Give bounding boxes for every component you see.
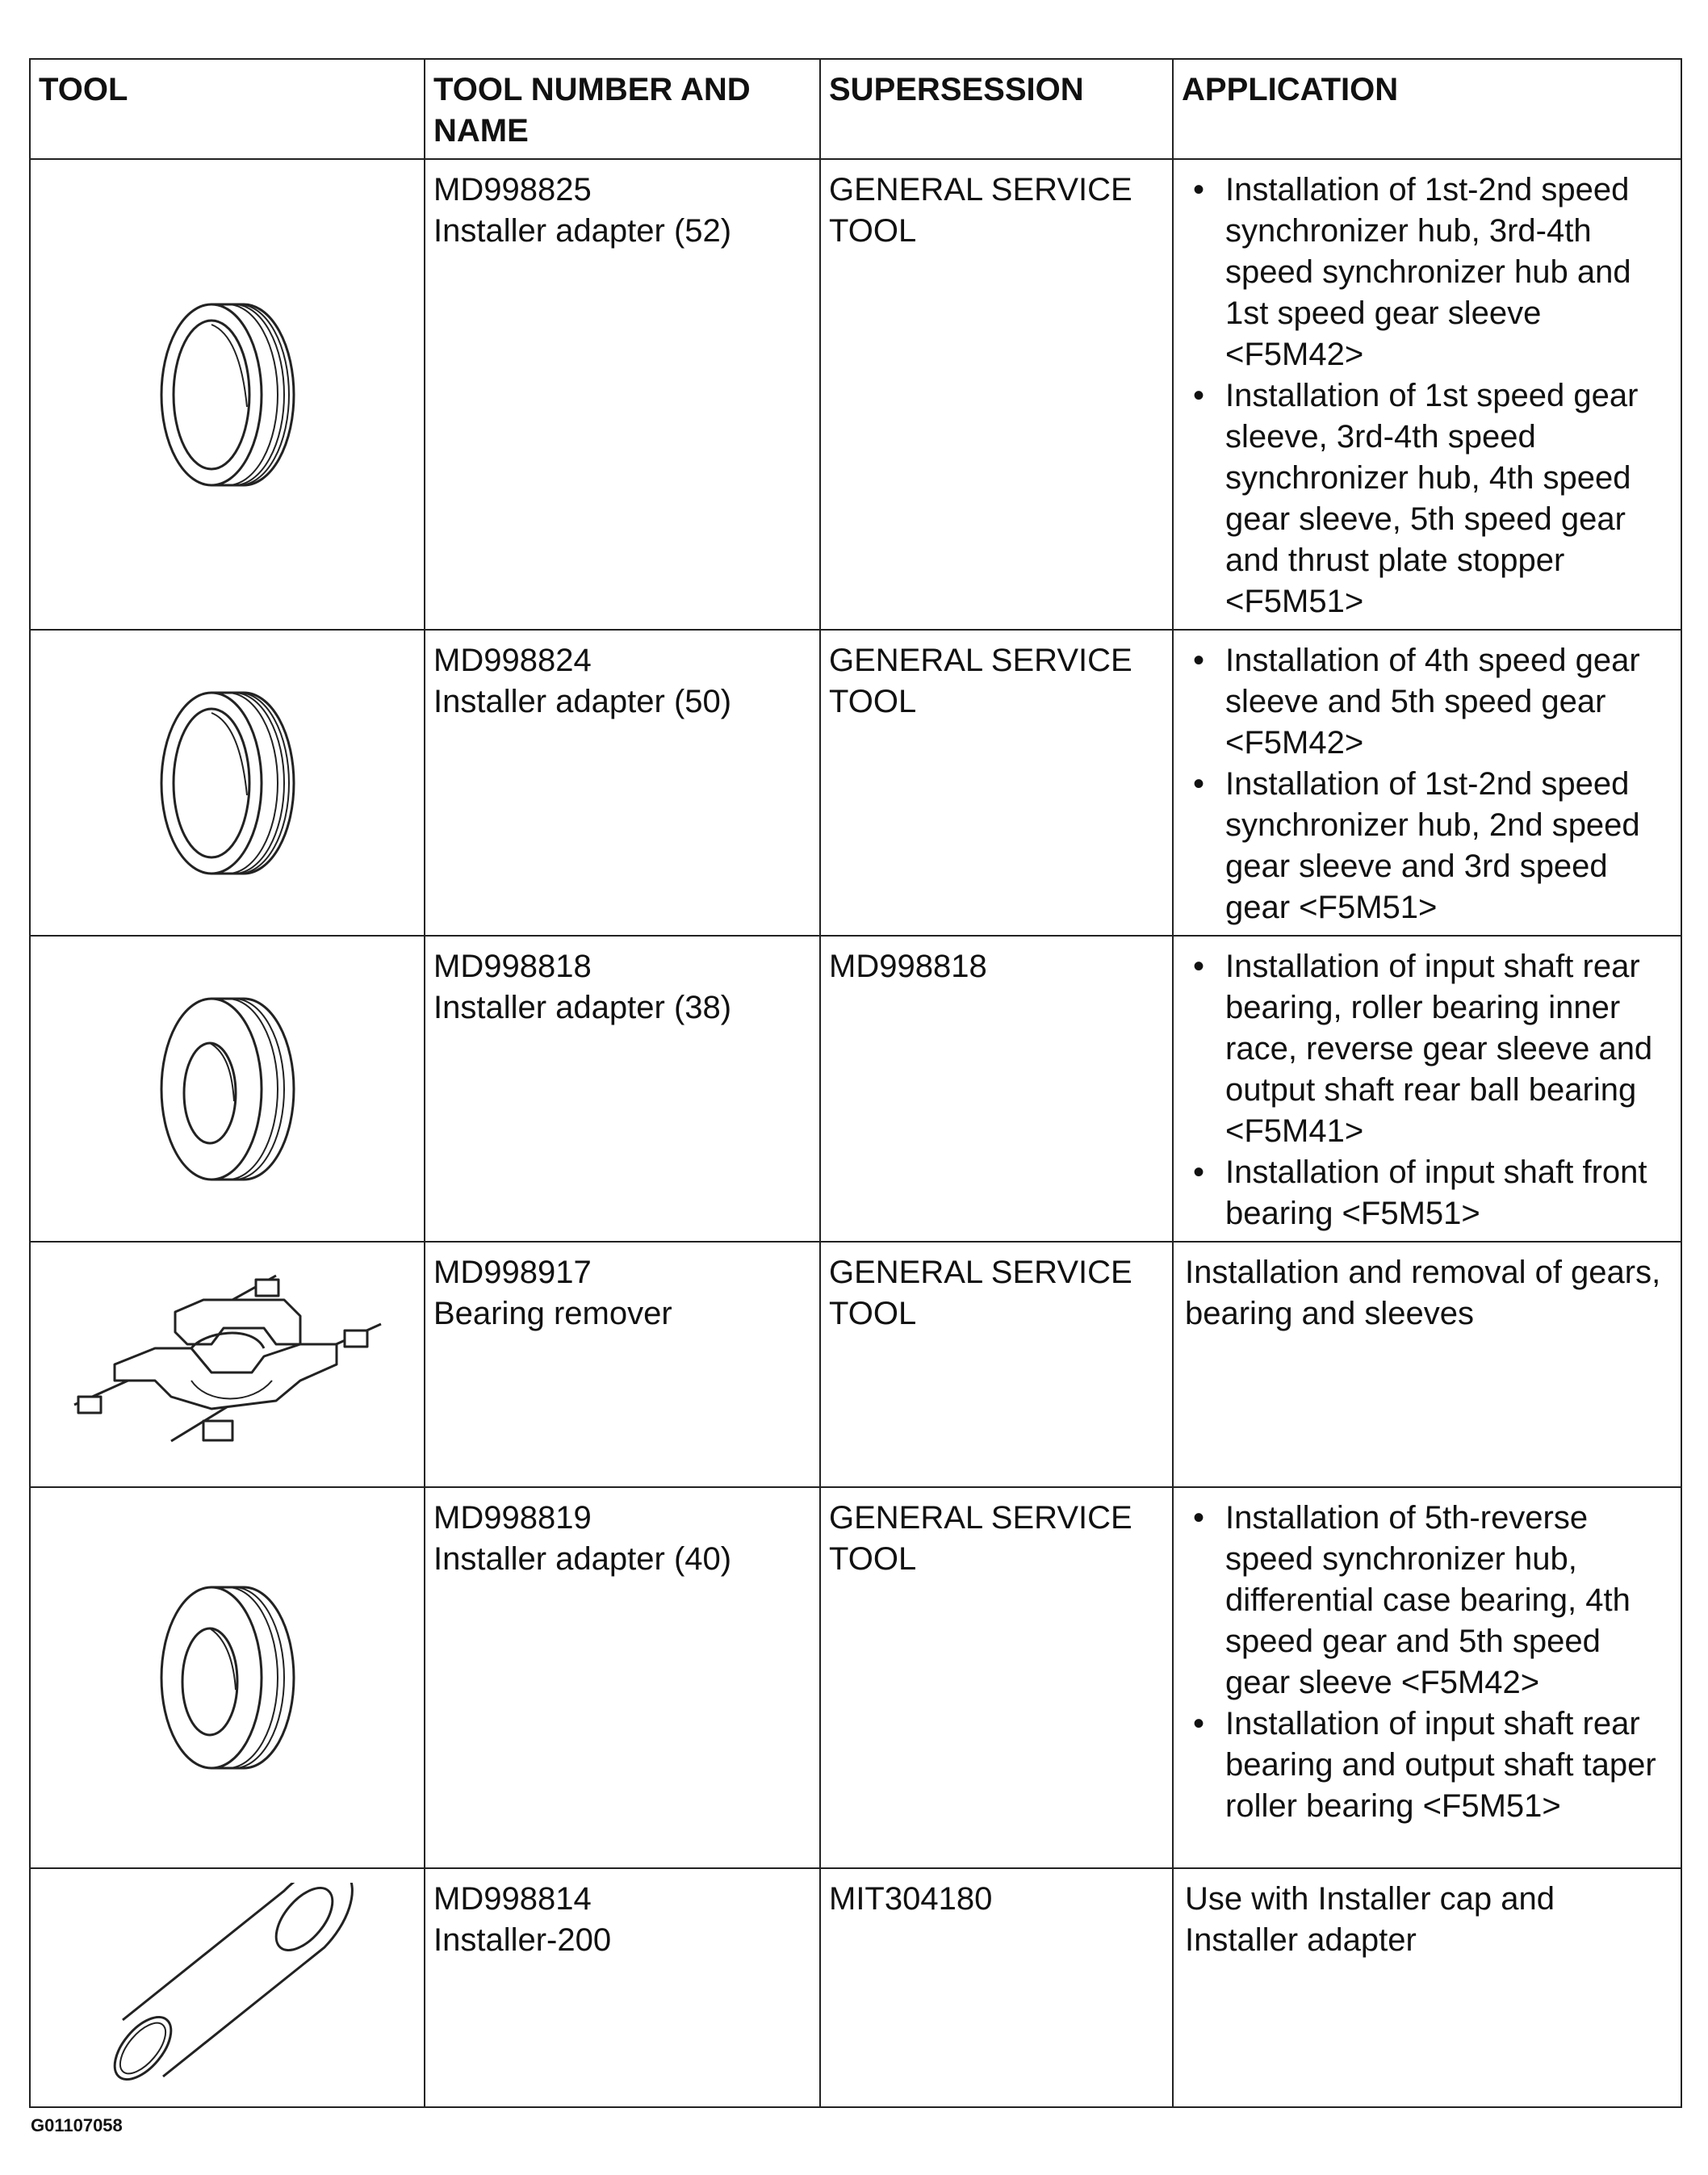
application-item: • Installation of 1st-2nd speed synchronizer hub, 3rd-4th speed synchronizer hub and 1st speed gear sleeve <F5M42>: [1182, 170, 1672, 375]
tool-image-cell: [30, 1487, 425, 1868]
tool-image-cell: [30, 159, 425, 630]
table-row: [30, 630, 1681, 936]
tool-image-cell: [30, 936, 425, 1242]
supersession-cell: GENERAL SERVICE TOOL: [820, 159, 1173, 630]
application-cell: [1173, 1242, 1681, 1487]
header-tool-number-and-name: TOOL NUMBER AND NAME: [425, 59, 820, 159]
special-tools-table: [29, 58, 1682, 2108]
table-row: [30, 1487, 1681, 1868]
tool-number-name-cell: [425, 1487, 820, 1868]
tool-name: Installer adapter (40): [433, 1541, 732, 1577]
table-row: [30, 159, 1681, 630]
application-item: • Installation of 1st-2nd speed synchronizer hub, 2nd speed gear sleeve and 3rd speed gear <F5M51>: [1182, 764, 1672, 928]
application-item: • Installation of input shaft rear bearing and output shaft taper roller bearing <F5M51>: [1182, 1704, 1672, 1827]
supersession-cell: GENERAL SERVICE TOOL: [820, 1242, 1173, 1487]
tool-number: MD998825: [433, 172, 592, 207]
tool-image-cell: [30, 1242, 425, 1487]
installer-adapter-icon: [147, 1569, 308, 1787]
tool-number: MD998819: [433, 1500, 592, 1536]
tool-number-name-cell: [425, 630, 820, 936]
table-row: [30, 1242, 1681, 1487]
tool-number-name-cell: [425, 1242, 820, 1487]
installer-tube-icon: [90, 1883, 365, 2093]
application-item: • Installation of input shaft front bearing <F5M51>: [1182, 1152, 1672, 1234]
tool-image-cell: [30, 630, 425, 936]
tool-number: MD998917: [433, 1255, 592, 1290]
tool-image-cell: [30, 1868, 425, 2107]
tool-name: Installer-200: [433, 1922, 612, 1958]
tool-number-name-cell: [425, 1868, 820, 2107]
application-text: Use with Installer cap and Installer adapter: [1185, 1881, 1555, 1958]
tool-number: MD998818: [433, 949, 592, 984]
installer-adapter-icon: [147, 286, 308, 504]
tool-number-name-cell: [425, 936, 820, 1242]
tool-number: MD998824: [433, 643, 592, 678]
tool-name: Installer adapter (50): [433, 684, 732, 719]
header-tool: TOOL: [30, 59, 425, 159]
application-cell: [1173, 630, 1681, 936]
installer-adapter-icon: [147, 674, 308, 892]
application-item: • Installation of 4th speed gear sleeve and 5th speed gear <F5M42>: [1182, 640, 1672, 764]
application-item: • Installation of input shaft rear bearing, roller bearing inner race, reverse gear sleeve and output shaft rear ball bearing <F5M41>: [1182, 946, 1672, 1152]
application-cell: [1173, 159, 1681, 630]
supersession-cell: GENERAL SERVICE TOOL: [820, 630, 1173, 936]
application-cell: [1173, 1868, 1681, 2107]
header-supersession: SUPERSESSION: [820, 59, 1173, 159]
application-cell: [1173, 936, 1681, 1242]
table-header-row: [30, 59, 1681, 159]
bearing-remover-icon: [58, 1268, 397, 1461]
figure-code: G01107058: [31, 2115, 123, 2135]
application-cell: [1173, 1487, 1681, 1868]
header-application: APPLICATION: [1173, 59, 1681, 159]
table-row: [30, 1868, 1681, 2107]
tool-number-name-cell: [425, 159, 820, 630]
application-text: Installation and removal of gears, bearing and sleeves: [1185, 1255, 1661, 1331]
supersession-cell: MIT304180: [820, 1868, 1173, 2107]
tool-name: Installer adapter (38): [433, 990, 732, 1025]
table-row: [30, 936, 1681, 1242]
application-item: • Installation of 5th-reverse speed synchronizer hub, differential case bearing, 4th speed gear and 5th speed gear sleeve <F5M42>: [1182, 1498, 1672, 1704]
application-item: • Installation of 1st speed gear sleeve, 3rd-4th speed synchronizer hub, 4th speed gear sleeve, 5th speed gear and thrust plate stopper <F5M51>: [1182, 375, 1672, 622]
installer-adapter-icon: [147, 980, 308, 1198]
tool-number: MD998814: [433, 1881, 592, 1917]
tool-name: Bearing remover: [433, 1296, 672, 1331]
supersession-cell: MD998818: [820, 936, 1173, 1242]
tool-name: Installer adapter (52): [433, 213, 732, 249]
supersession-cell: GENERAL SERVICE TOOL: [820, 1487, 1173, 1868]
